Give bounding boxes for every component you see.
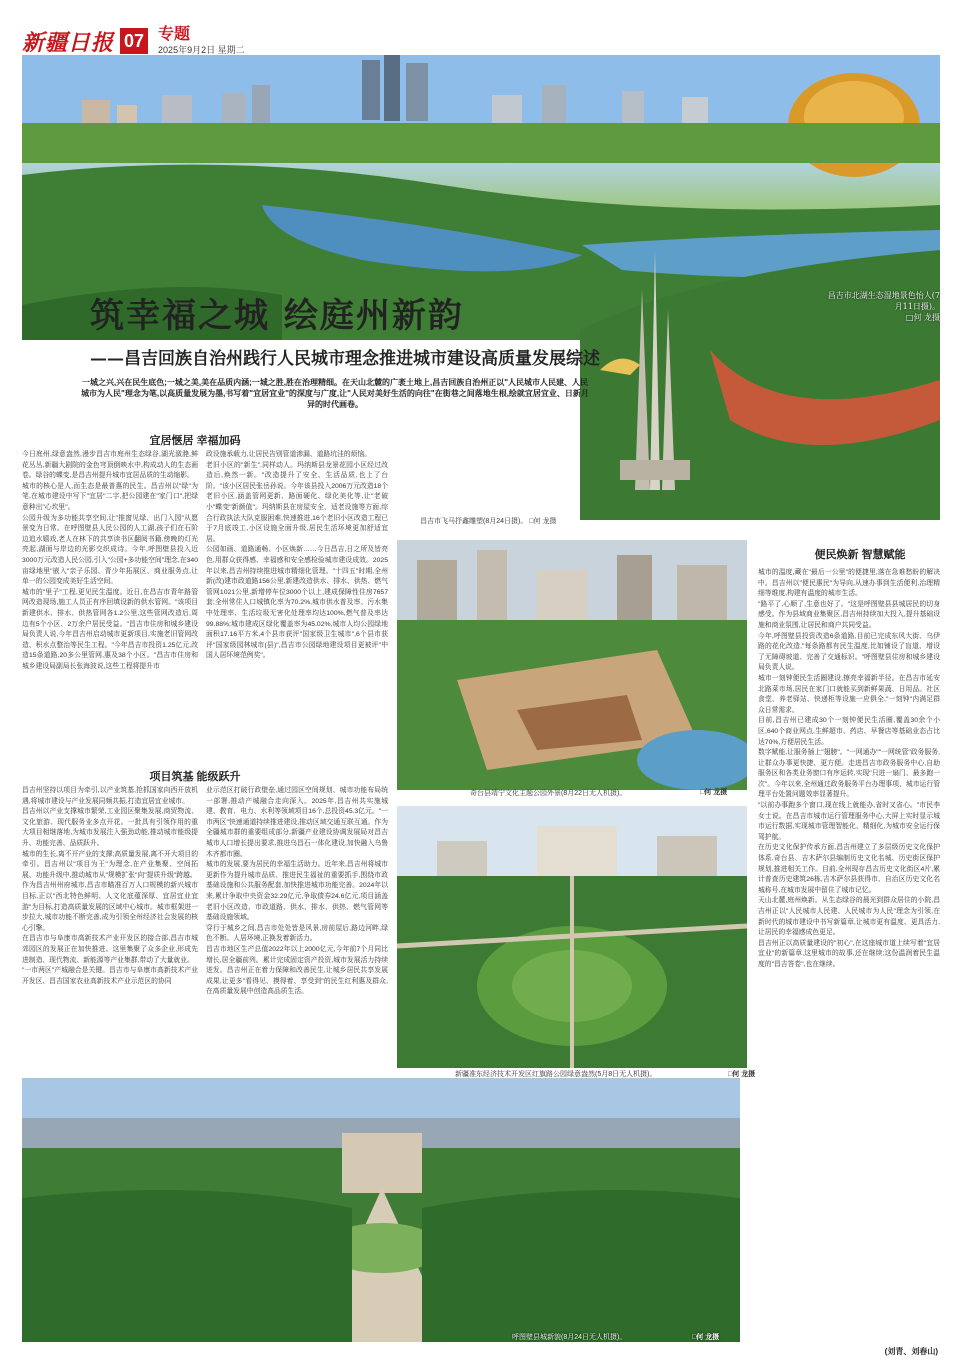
hero-caption: 昌吉市北湖生态湿地景色怡人(7月11日摄)。 □何 龙摄	[827, 291, 940, 322]
bottom-photo	[22, 1078, 740, 1342]
page-number: 07	[120, 28, 148, 54]
headline: 筑幸福之城 绘庭州新韵	[90, 296, 464, 336]
bottom-caption-credit: □何 龙摄	[692, 1334, 720, 1341]
park-caption-1: 奇台县靖宁文化主题公园外景(8月22日无人机摄)。	[470, 790, 627, 797]
body-column-5: 城市的温度,藏在"最后一公里"的便捷里,落在急难愁盼的解决中。昌吉州以"便民惠民"为导向,从速办事到生活便利,治理精细等维度,构建有温度的城市生活。 "路平了,心顺了,生意也好了。"这是呼图壁县县城居民的切身感受。作为县域商业集聚区,昌吉州持续加大投入,提升基础设施和商业氛围,让居民和商户共同受益。 今年,呼图壁县投资改造6条道路,目前已完成东风大街、乌伊路的花化改造,"每条路都有民生温度,比如铺设了盲道、增设了无障碍坡道、完善了交通标识。"呼图壁县住房和城乡建设局负责人说。 城市一刻钟便民生活圈建设,擦亮幸福新半径。在昌吉市延安北路菜市场,居民在家门口就能买到新鲜果蔬、日用品。社区食堂、养老驿站、快递柜等设施一应俱全,"一刻钟"内满足群众日常需求。 目前,昌吉州已建成30个一刻钟便民生活圈,覆盖30余个小区,640个商业网点,生鲜超市、药店、早餐店等基础业态占比达70%,方便居民生活。 数字赋能,让服务插上"翅膀"。"一网通办""一网统管"政务服务,让群众办事更快捷、更方便。走进昌吉市政务服务中心,自助服务区和各类业务窗口有序运转,实现"只进一扇门、最多跑一次"。今年以来,全州通过政务服务平台办理事项、城市运行管理平台处置问题效率显著提升。 "以前办事跑多个窗口,现在线上就能办,省时又省心。"市民李女士说。在昌吉市城市运行管理服务中心,大屏上实时显示城市运行数据,实现城市管理智能化、精细化,为城市安全运行保驾护航。 在历史文化保护传承方面,昌吉州建立了多层级历史文化保护体系,奇台县、吉木萨尔县编制历史文化名城、历史街区保护规划,推进相关工作。目前,全州现存昌吉历史文化街区4片,累计普查历史建筑26栋,吉木萨尔县获得市、自治区历史文化名城称号,在城市发展中留住了城市记忆。 天山北麓,庭州焕新。从生态绿谷的晨光到群众居住的小院,昌吉州正以"人民城市人民建、人民城市为人民"理念为引领,在新时代的城市建设中书写新篇章,让城市更有温度、更具活力,让居民的幸福感成色更足。 昌吉州正以高质量建设的"初心",在这座城市道上续写着"宜居宜业"的新篇章,这里城市的故事,还在继续;这份温润着民生温度的"昌吉答卷",也在继续。	[758, 569, 940, 968]
monument-caption: 昌吉市飞马抒鑫雕塑(8月24日摄)。 □何 龙摄	[420, 518, 557, 525]
monument-photo	[580, 230, 940, 520]
lead-paragraph: 一城之兴,兴在民生底色;一城之美,美在品质内涵;一城之胜,胜在治理精细。在天山北麓的广袤土地上,昌吉回族自治州正以"人民城市人民建、人民城市为人民"理念为笔,以高质量发展为墨,书写着"宜居宜业"的深度与广度,让"人民对美好生活的向往"在街巷之间落地生根,绘就宜居宜业、日新月异的时代画卷。	[81, 378, 589, 409]
body-column-3: 昌吉州坚持以项目为牵引,以产业筑基,抢抓国家向西开放机遇,将城市建设与产业发展同频共振,打造宜居宜业城市。 昌吉州以产业支撑城市繁荣,工业园区聚集发展,商贸物流、文化旅游、现代服务业多点开花。一批具有引领作用的重大项目相继落地,为城市发展注入强劲动能,推动城市能级提升、功能完善、品质跃升。 城市的生长,离不开产业的支撑;高质量发展,离不开大项目的牵引。昌吉州以"项目为王"为理念,在产业集聚、空间拓展、功能升级中,推动城市从"规模扩张"向"提质升级"跨越。 作为昌吉州州府城市,昌吉市瞄准百万人口规模的新兴城市目标,正以"西北特色鲜明、人文化底蕴深厚、宜居宜业宜游"为目标,打造高质量发展的区域中心城市。城市框架进一步拉大,城市功能不断完善,成为引领全州经济社会发展的核心引擎。 在昌吉市与阜康市高新技术产业开发区的接合部,昌吉市城郊园区的发展正在加快推进。这里集聚了众多企业,形成先进制造、现代物流、新能源等产业集群,带动了大量就业。 "一市两区"产城融合是关键。昌吉市与阜康市高新技术产业开发区、昌吉国家农业高新技术产业示范区的协同	[22, 787, 198, 985]
masthead	[22, 24, 245, 58]
section-title-1: 宜居惬居 幸福加码	[149, 435, 241, 447]
newspaper-logo[interactable]: 新疆日报	[22, 29, 115, 56]
section-info	[158, 26, 245, 56]
park-caption-2: 新疆准东经济技术开发区红旗路公园绿意盎然(5月8日无人机摄)。	[455, 1071, 657, 1078]
park-photo-1	[397, 540, 747, 790]
park-caption-2-credit: □何 龙摄	[728, 1071, 756, 1078]
section-title-3: 便民焕新 智慧赋能	[814, 549, 906, 561]
body-column-1: 今日庭州,绿意盎然,漫步昌吉市庭州生态绿谷,湖光潋滟,鲜花丛丛,新疆大剧院的金色穹顶倒映水中,构成动人的生态画卷。绿谷的蝶变,是昌吉州提升城市宜居品质的生动缩影。 城市的核心是人,而生态是最普惠的民生。昌吉州以"绿"为笔,在城市建设中写下"宜居"二字,把公园建在"家门口",把绿意种出"心坎里"。 公园升级为多功能共享空间,让"推窗见绿、出门入园"从愿景变为日常。在呼图壁县人民公园的人工湖,孩子们在石阶边追水嬉戏,老人在林下的共享读书区翻阅书籍,傍晚的灯光亮起,湖面与岸边的光影交织成诗。今年,呼图壁县投入近3000万元改造人民公园,引入"公园+多功能空间"理念,在340亩绿地里"嵌入"亲子乐园、青少年拓展区、商业服务点,让单一的公园变成美好生活空间。 城市的"里子"工程,更见民生温度。近日,在昌吉市青年路管网改造现场,施工人员正有序回填设新的供水管网。"该项目新建供水、排水、供热管网各1.2公里,这些管网改造后,周边有5个小区、2万余户居民受益。"昌吉市住房和城乡建设局负责人说,今年昌吉州启动城市更新项目,实施老旧管网改造、积水点整治等民生工程。"今年昌吉市投资1.25亿元,改造15条道路,20多公里管网,惠及38个小区。"昌吉市住房和城乡建设局副局长张海波说,这些工程将提升市	[22, 451, 198, 670]
byline: (刘青、刘春山)	[884, 1347, 938, 1356]
section-name: 专题	[158, 26, 191, 43]
section-title-2: 项目筑基 能级跃升	[149, 771, 241, 783]
park-photo-2	[397, 806, 747, 1068]
bottom-caption: 呼图壁县城新貌(8月24日无人机摄)。	[512, 1334, 627, 1341]
subheadline: ——昌吉回族自治州践行人民城市理念推进城市建设高质量发展综述	[90, 349, 600, 369]
body-column-4: 业示范区打破行政壁垒,通过园区空间规划、城市功能布局统一部署,推动产城融合走向深入。2025年,昌吉州共实施城建、教育、电力、水利等领域项目16个,总投资45.3亿元。"一市两区"快速通道持续推进建设,推动区域交通互联互通。作为全疆城市群的重要组成部分,新疆产业建设协调发展局对昌吉城市人口增长提出要求,推进乌昌石一体化建设,加快融入乌鲁木齐都市圈。 城市的发展,要为居民的幸福生活助力。近年来,昌吉州将城市更新作为提升城市品质、推进民生福祉的重要抓手,围绕市政基础设施和公共服务配套,加快推进城市功能完善。2024年以来,累计争取中央资金32.29亿元,争取债券24.6亿元,项目涵盖老旧小区改造、市政道路、供水、排水、供热、燃气管网等基础设施领域。 穿行于城乡之间,昌吉市处处皆是风景,房前屋后,路边河畔,绿色不断。人居环境,正换发着新活力。 昌吉市地区生产总值2022年以上2000亿元,今年前7个月同比增长,居全疆前列。累计完成固定资产投资,城市发展活力持续迸发。昌吉州正在着力保障和改善民生,让城乡居民共享发展成果,让更多"看得见、摸得着、享受到"的民生红利惠及群众,在高质量发展中创造高品质生活。	[206, 787, 388, 996]
issue-date: 2025年9月2日 星期二	[158, 45, 245, 55]
park-caption-1-credit: □何 龙摄	[700, 789, 728, 796]
body-column-2: 政设施承载力,让居民告别管道渗漏、道路坑洼的烦恼。 老旧小区的"新生",同样动人。玛纳斯县龙景花园小区经过改造后,焕然一新。"改造提升了安全、生活品质,也上了台阶。"该小区居民张岳孙说。今年该县投入2006万元改造18个老旧小区,涵盖管网更新、路面硬化、绿化美化等,让"老破小"蝶变"新颜值"。玛纳斯县在房屋安全、适老设施等方面,综合行政执法大队克服困难,快速推进,16个老旧小区改造工程已于7月底竣工,小区设施全面升级,居民生活环境更加舒适宜居。 公园如画、道路通畅、小区焕新……今日昌吉,日之所及皆亮色,用群众获得感、幸福感和安全感检验城市建设成效。2025年以来,昌吉州持续推进城市精细化管理。"十四五"时期,全州新(改)建市政道路156公里,新建改造供水、排水、供热、燃气管网1021公里,新增停车位3000个以上,建成保障性住房7657套;全州常住人口城镇化率为70.2%,城市供水普及率、污水集中处理率、生活垃圾无害化处理率均达100%,燃气普及率达99.88%;城市建成区绿化覆盖率为45.02%,城市人均公园绿地面积17.16平方米,4个县市获评"国家级卫生城市",6个县市获评"国家级园林城市(县)",昌吉市公园绿地建设项目更被评"中国人居环境范例奖"。	[206, 451, 388, 660]
